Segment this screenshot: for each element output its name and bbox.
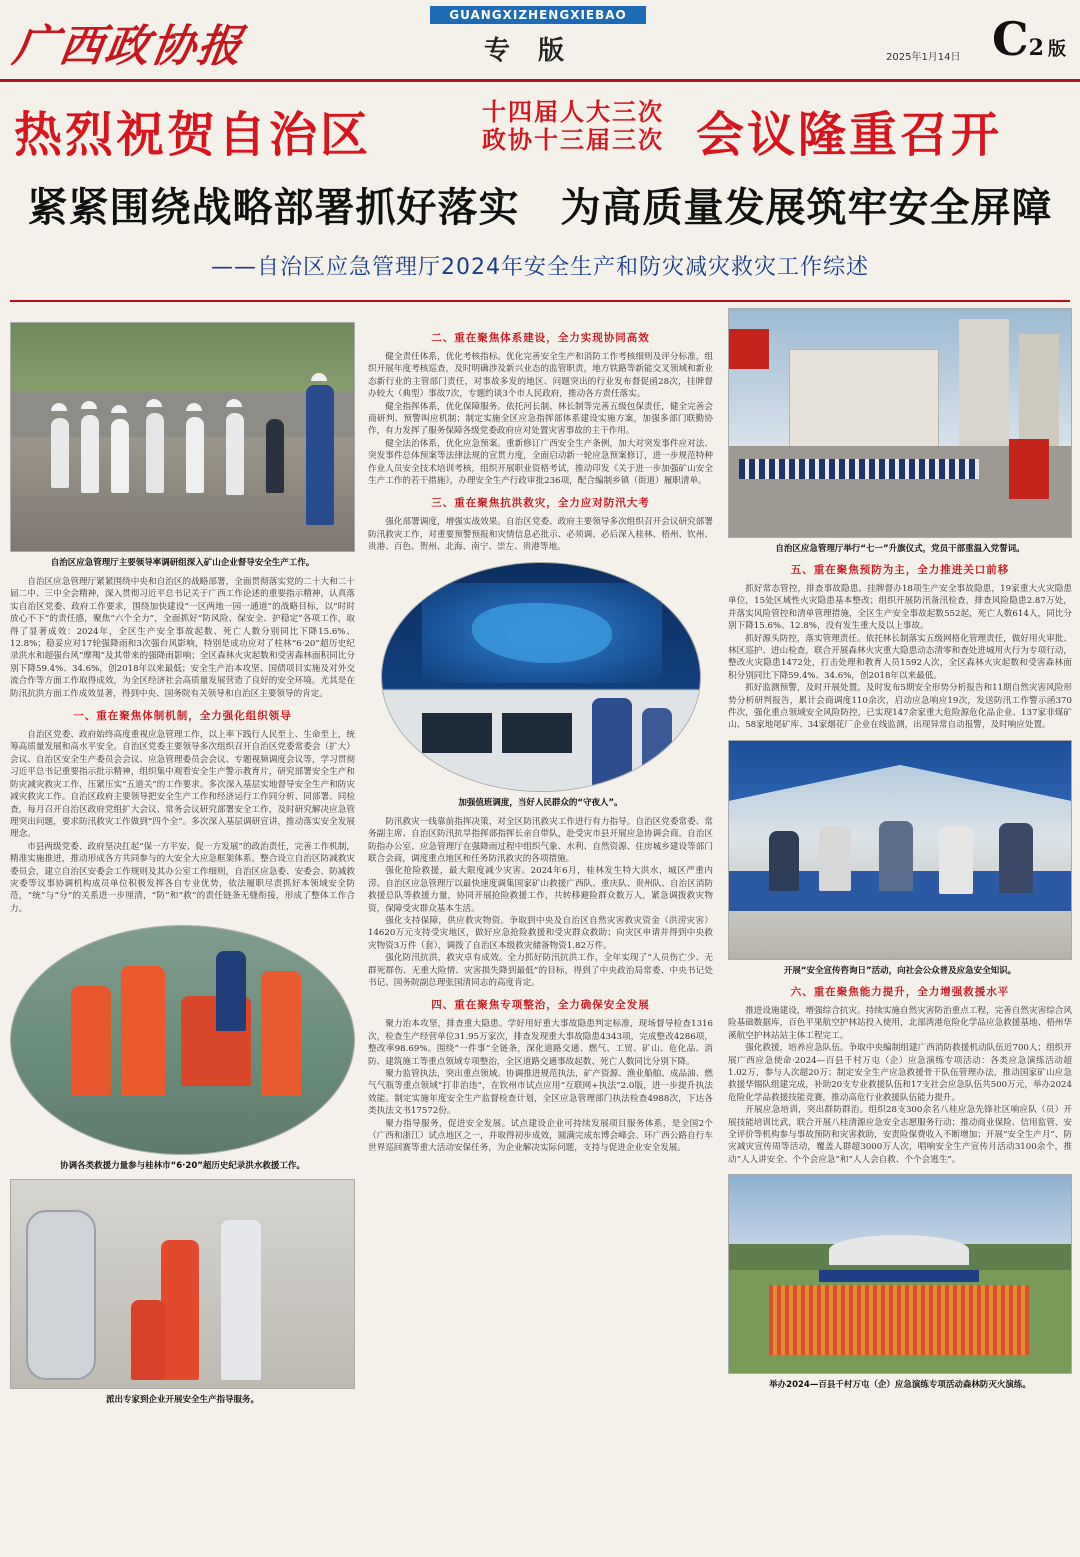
newspaper-logo: 广西政协报	[9, 21, 247, 72]
section-3-para-2: 防汛救灾一线靠前指挥决策，对全区防汛救灾工作进行有力指导。自治区党委常委、常务副主席、自治区防汛抗旱指挥部指挥长亲自带队，赴受灾市县开展应急协调会商。自治区防指办公室、应急管理厅在强降雨过程中组织气象、水利、自然资源、住房城乡建设等部门联合会商，调度重点地区和任务防汛救灾的各项措施。	[368, 816, 713, 864]
photo3-caption: 派出专家到企业开展安全生产指导服务。	[105, 1395, 259, 1406]
page-num: 2	[1028, 35, 1044, 61]
column-3	[728, 308, 1072, 1548]
page-number	[992, 12, 1066, 66]
section-4-para-1: 聚力治本攻坚，排查重大隐患。学好用好重大事故隐患判定标准，现场督导检查1316次，检查生产经营单位31.95万家次，排查发现重大事故隐患4343项，完成整改4286项，整改率98.69%。围绕“一件事”全链条，深化道路交通、燃气、工贸、矿山、危化品、消防、建筑施工等重点领域专项整治，全区道路交通事故起数、死亡人数同比分别下降。	[368, 1019, 713, 1067]
main-headline: 紧紧围绕战略部署抓好落实 为高质量发展筑牢安全屏障	[27, 185, 1053, 231]
page-letter: C	[992, 12, 1029, 66]
intro-paragraph: 自治区应急管理厅紧紧围绕中央和自治区的战略部署，全面贯彻落实党的二十大和二十届二中、三中全会精神，深入贯彻习近平总书记关于广西工作论述的重要指示精神，认真落实自治区党委、政府工作要求，围绕加快建设“一区两地一园一通道”的战略目标，以“时时放心不下”的责任感，聚焦“六个全力”，全面抓好“防风险、保安全、护稳定”各项工作，取得了显著成效：2024年，全区生产安全事故起数、死亡人数分别同比下降15.6%、12.8%；稳妥应对17轮强降雨和3次强台风影响，特别是成功应对了柱林“6·20”超历史纪录洪水和超强台风“摩羯”及其带来的强降雨影响；全区森林火灾起数和受害森林面积同比分别下降59.4%、34.6%，创2018年以来最低；安全生产治本攻坚、国债项目实施及对外交流合作等方面工作取得成效，为全区经济社会高质量发展营造了良好的安全环境。尤其是在防汛抗洪方面工作成效显著，得到中央、国务院有关领导和自治区主要领导的肯定。	[10, 577, 355, 699]
masthead	[0, 0, 1080, 82]
section-5-para-2: 抓好源头防控，落实管理责任。依托林长制落实五级网格化管理责任，做好用火审批、林区巡护、进山检查，联合开展森林火灾重大隐患动态清零和查处进城用火行为专项行动，整改火灾隐患1472处，打击处理和教育人员1592人次，全区森林火灾起数和受害森林面积分别同比下降59.4%、34.6%，创2018年以来最低。	[728, 633, 1072, 681]
section-6-para-3: 开展应急培训，突出群防群治。组织28支300余名八桂应急先锋社区响应队（员）开展技能培训比武，联合开展八桂清源应急安全志愿服务行动；推动商业保险、信用监管、安全评价等机构参与事故预防和灾害救助，安责险保费收入不断增加；开展“安全生产月”、防灾减灾宣传周等活动，覆盖人群超3000万人次，唱响安全生产宣传月活动3100余个，推动“人人讲安全、个个会应急”和“人人会自救、个个会逃生”。	[728, 1105, 1072, 1165]
banner-mid-line1: 十四届人大三次	[482, 98, 664, 126]
divider	[10, 300, 1070, 302]
photo2-caption-c3: 开展“安全宣传咨询日”活动，向社会公众普及应急安全知识。	[783, 965, 1017, 976]
section-2-para-3: 健全法治体系，优化应急预案。重新修订广西安全生产条例，加大对突发事件应对法、突发事件总体预案等法律法规的宣贯力度，全面启动新一轮应急预案修订，进一步规范特种作业人员安全技术培训考核，组织开展职业资格考试，推动印发《关于进一步加强矿山安全生产工作的若干措施》，办理安全生产行政审批236项，配合编制乡镇（街道）履职清单。	[368, 438, 713, 487]
section-1-para-2: 市县两级党委、政府坚决扛起“保一方平安、促一方发展”的政治责任，完善工作机制，精准实施推进，推动形成各方共同参与的大安全大应急框架体系。整合设立自治区防减救灾委员会，建立自治区安委会工作规则及其办公室工作细则，自治区应急委、安委会、防减救灾委等议事协调机构成员单位积极发挥各自专业优势，依法履职尽责抓好本领域安全防范，“统”与“分”的关系进一步厘清，“防”和“救”的责任链条无缝衔接，形成了整体工作合力。	[10, 841, 355, 914]
photo-command-center	[381, 562, 701, 792]
page-suffix: 版	[1047, 39, 1066, 60]
photo2-caption: 协调各类救援力量参与桂林市“6·20”超历史纪录洪水救援工作。	[60, 1161, 305, 1172]
photo-forest-fire-drill	[728, 1174, 1072, 1374]
section-1-para-1: 自治区党委、政府始终高度重视应急管理工作，以上率下践行人民至上、生命至上，统筹高质量发展和高水平安全。自治区党委主要领导多次组织召开自治区党委常委会（扩大）会议、自治区安全生产委员会会议、应急管理委员会会议、专题视频调度会议等，学习贯彻习近平总书记重要指示批示精神，组织集中观看安全生产警示教育片，研究部署安全生产和防灾减灾救灾工作，压紧压实“五道关”的工作要求。多次深入基层实地督导安全生产和防灾减灾救灾工作。自治区政府主要领导把安全生产工作和经济运行工作同分析、同部署、同检查，每月召开自治区政府党组扩大会议、常务会议研究部署安全工作，及时研究解决应急管理突出问题，要求防汛救灾工作做到“四个全”。多次深入基层调研宣讲，推动落实安全发展理念。	[10, 730, 355, 840]
column-2	[368, 322, 713, 1547]
section-6-para-1: 推进设施建设，增强综合抗灾。持续实施自然灾害防治重点工程，完善自然灾害综合风险基础数据库，百色平果航空护林站投入使用，北部湾港危险化学品应急救援基地、梧州华溪航空护林站站主体工程完工。	[728, 1005, 1072, 1041]
photo-inspection	[10, 322, 355, 552]
banner-right: 会议隆重召开	[696, 107, 1003, 163]
photo-expert-guidance	[10, 1179, 355, 1389]
column-1	[10, 322, 355, 1547]
celebration-banner	[0, 92, 1080, 162]
photo3-caption-c3: 举办2024—百县千村万屯（企）应急演练专项活动森林防灭火演练。	[769, 1380, 1031, 1391]
section-2-title: 二、重在聚焦体系建设，全力实现协同高效	[431, 332, 650, 344]
newspaper-pinyin: GUANGXIZHENGXIEBAO	[430, 6, 646, 24]
section-1-title: 一、重在聚焦体制机制，全力强化组织领导	[73, 710, 292, 723]
photo1-caption: 自治区应急管理厅主要领导率调研组深入矿山企业督导安全生产工作。	[50, 558, 315, 568]
section-4-title: 四、重在聚焦专项整治，全力确保安全发展	[431, 999, 650, 1012]
section-3-para-3: 强化抢险救援，最大限度减少灾害。2024年6月，桂林发生特大洪水，城区严重内涝。自治区应急管理厅以最快速度调集国家矿山救援广西队、重庆队、贵州队、自治区消防救援总队等救援力量，协同开展抢险救援工作，共转移避险群众数万人，紧急调拨救灾物资，保障受灾群众基本生活。	[368, 866, 713, 914]
photo-flood-rescue	[10, 925, 355, 1155]
photo-flag-ceremony	[728, 308, 1072, 538]
photo1-caption-c3: 自治区应急管理厅举行“七一”升旗仪式，党员干部重温入党誓词。	[775, 544, 1025, 554]
issue-date: 2025年1月14日	[886, 52, 961, 63]
section-2-para-1: 健全责任体系，优化考核指标。优化完善安全生产和消防工作考核细则及评分标准，组织开展年度考核巡查，及时明确涉及新兴业态的监管职责，地方铁路等新能交叉领域和新业态新行业的主管部门责任，对事故多发的地区、问题突出的行业发布督促函28次，挂牌督办较大（典型）事故7次，专题约谈3个市人民政府，推动各方责任落实。	[368, 352, 713, 400]
sub-headline: ——自治区应急管理厅2024年安全生产和防灾减灾救灾工作综述	[211, 255, 869, 280]
section-5-title: 五、重在聚焦预防为主，全力推进关口前移	[790, 564, 1010, 576]
section-5-para-1: 抓好常态管控，排查事故隐患。挂牌督办18项生产安全事故隐患，19家重大火灾隐患单位，15处区域性火灾隐患基本整改；组织开展防汛备汛检查，排查风险隐患2.87万处，并落实风险管控和清单管理措施，全区生产安全事故起数552起，死亡人数614人，同比分别下降15.6%、12.8%，没有发生重大及以上事故。	[728, 584, 1072, 632]
section-3-para-4: 强化支持保障，供应救灾物资。争取到中央及自治区自然灾害救灾资金（洪涝灾害）14620万元支持受灾地区，做好应急抢险救援和受灾群众救助；向灾区申请并得到中央救灾物资3万件（套），调拨了自治区本级救灾储备物资1.82万件。	[368, 915, 713, 951]
section-4-para-2: 聚力监管执法，突出重点领域。协调推进规范执法，矿产资源、渔业船舶、成品油、燃气气瓶等重点领域“打非治违”，在钦州市试点应用“互联网+执法”2.0版，进一步提升执法效能。制定实施年度安全生产监督检查计划，全区应急管理部门执法检查4988次，下达各类执法文书17572份。	[368, 1069, 713, 1117]
banner-left: 热烈祝贺自治区	[14, 107, 372, 163]
section-5-para-3: 抓好监测预警，及时开展处置。及时发布5期安全形势分析报告和11期自然灾害风险形势分析研判报告，累计会商调度110余次，启动应急响应19次，发送防汛工作警示函370件次，强化重点领域安全风险防控，已实现147余家重大危险源危化品企业、137家非煤矿山、58家地尾矿库、34家烟花厂企业在线监测，出现异常自动报警，及时响应处置。	[728, 683, 1072, 731]
section-label: 专版	[483, 36, 592, 66]
section-6-para-2: 强化救援，培养应急队伍。争取中央编制组建广西消防救援机动队伍近700人；组织开展广西应急使命·2024—百县千村万屯（企）应急演练专项活动：各类应急演练活动超1.02万，参与人次超20万；制定安全生产应急救援骨干队伍管理办法，推动国家矿山应急救援华锡队组建完成，补助20支专业救援队伍和17支社会应急队伍共500万元，举办2024危险化学品救援技能竞赛，推动高危行业救援队伍能力提升。	[728, 1043, 1072, 1103]
banner-middle	[468, 98, 678, 154]
section-3-title: 三、重在聚焦抗洪救灾，全力应对防汛大考	[431, 497, 650, 510]
photo-caption: 加强值班调度，当好人民群众的“守夜人”。	[458, 797, 623, 808]
section-4-para-3: 聚力指导服务，促进安全发展。试点建设企业可持续发展项目服务体系，是全国2个（广西和浙江）试点地区之一，并取得初步成效，圆满完成东博会峰会、环广西公路自行车世界巡回赛等重大活动安保任务，为企业解决实际问题，支持与促进企业安全发展。	[368, 1118, 713, 1154]
section-2-para-2: 健全指挥体系，优化保障服务。依托河长制、林长制等完善五级包保责任，健全完善会商研判、预警叫应机制；制定实施全区应急指挥部体系建设实施方案，加强多部门联勤协作，有力发挥了服务保障各级党委政府应对处置灾害事故的主干作用。	[368, 401, 713, 437]
section-3-para-1: 强化部署调度，增强实战效果。自治区党委、政府主要领导多次组织召开会议研究部署防汛救灾工作，对重要预警预报和灾情信息必批示、必须调、必后深入桂林、梧州、钦州、贵港、百色、贺州、北海、南宁、崇左、贵港等地。	[368, 517, 713, 553]
photo-safety-consultation	[728, 740, 1072, 960]
section-6-title: 六、重在聚焦能力提升，全力增强救援水平	[790, 985, 1010, 998]
banner-mid-line2: 政协十三届三次	[482, 126, 664, 154]
section-3-para-5: 强化防汛抗洪，救灾卓有成效。全力抓好防汛抗洪工作，全年实现了“人员伤亡少、无群死群伤、无重大险情、灾害损失降到最低”的目标，得到了中央政治局常委、中央书记处书记、国务院副总理张国清同志的高度肯定。	[368, 953, 713, 988]
